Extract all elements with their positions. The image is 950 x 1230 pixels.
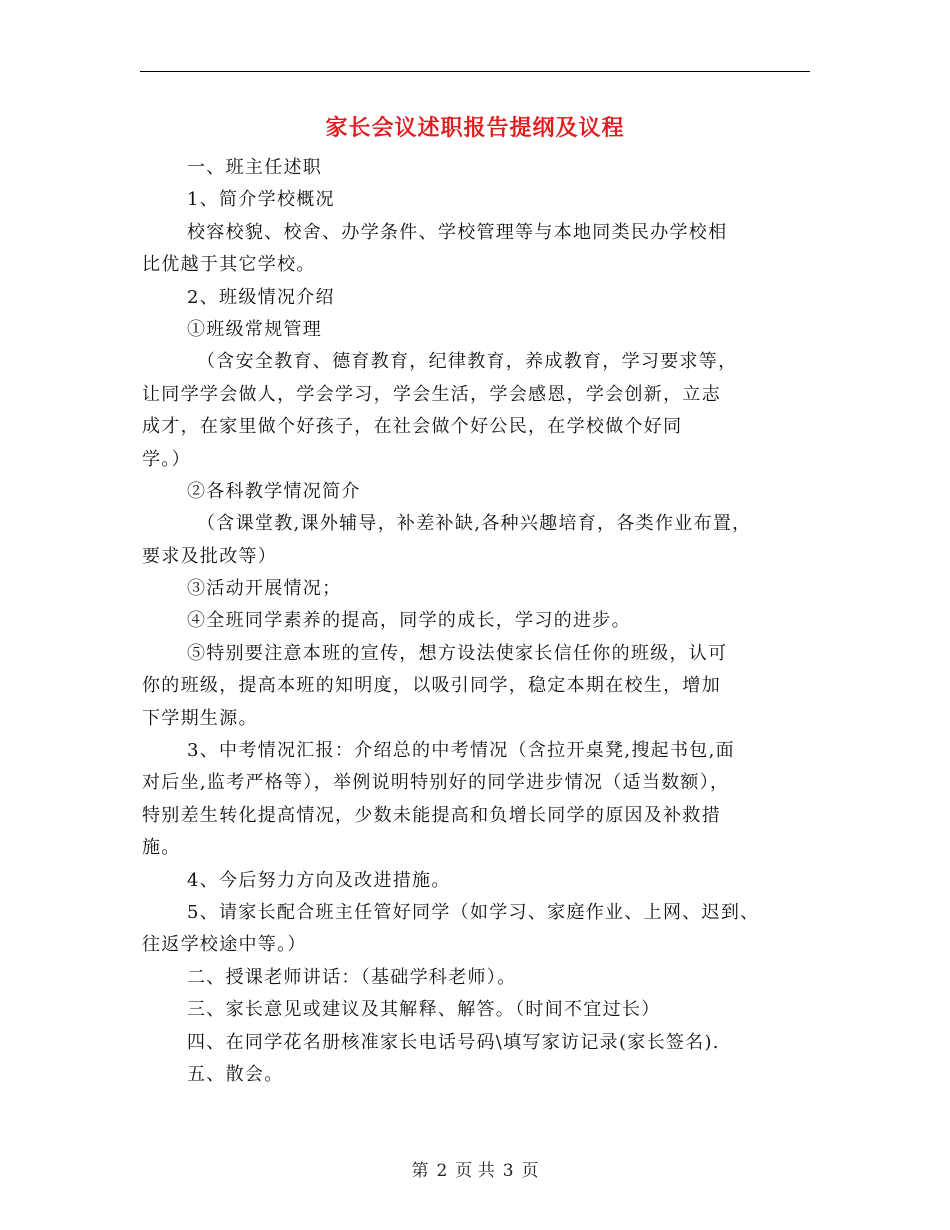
page-number: 2 (436, 1161, 448, 1181)
subsection-heading: 2、班级情况介绍 (187, 286, 335, 308)
paragraph-line: （含课堂教,课外辅导，补差补缺,各种兴趣培育，各类作业布置， (197, 513, 752, 535)
document-body (142, 152, 814, 1091)
section-heading: 三、家长意见或建议及其解释、解答。（时间不宜过长） (187, 999, 661, 1021)
subsection-heading: 3、中考情况汇报：介绍总的中考情况（含拉开桌凳,搜起书包,面 (187, 740, 735, 762)
paragraph-line: 让同学学会做人，学会学习，学会生活，学会感恩，学会创新，立志 (142, 383, 721, 405)
header-rule (140, 71, 810, 72)
paragraph-line: 校容校貌、校舍、办学条件、学校管理等与本地同类民办学校相 (187, 221, 728, 243)
list-item: ④全班同学素养的提高，同学的成长，学习的进步。 (187, 610, 631, 632)
paragraph-line: 成才，在家里做个好孩子，在社会做个好公民，在学校做个好同 (142, 416, 683, 438)
subsection-heading: 1、简介学校概况 (187, 189, 335, 211)
paragraph-line: 比优越于其它学校。 (142, 254, 316, 276)
footer-suffix: 页 (521, 1161, 539, 1181)
section-heading: 五、散会。 (187, 1063, 284, 1085)
subsection-heading: 4、今后努力方向及改进措施。 (187, 869, 451, 891)
footer-prefix: 第 (411, 1161, 429, 1181)
paragraph-line: （含安全教育、德育教育，纪律教育，养成教育，学习要求等， (197, 351, 738, 373)
list-item: ③活动开展情况； (187, 578, 342, 600)
paragraph-line: 你的班级，提高本班的知明度，以吸引同学，稳定本期在校生，增加 (142, 675, 721, 697)
section-heading: 二、授课老师讲话：（基础学科老师）。 (187, 966, 517, 988)
section-heading: 一、班主任述职 (187, 157, 323, 178)
section-heading: 四、在同学花名册核准家长电话号码\填写家访记录(家长签名). (187, 1031, 720, 1053)
paragraph-line: 下学期生源。 (142, 707, 258, 729)
page-footer (0, 1156, 950, 1181)
paragraph-line: 要求及批改等） (142, 545, 278, 567)
list-item: ①班级常规管理 (187, 318, 323, 340)
paragraph-line: 特别差生转化提高情况，少数未能提高和负增长同学的原因及补救措 (142, 804, 721, 826)
subsection-heading: 5、请家长配合班主任管好同学（如学习、家庭作业、上网、迟到、 (187, 901, 760, 923)
paragraph-line: 学。） (142, 448, 191, 470)
page-total: 3 (502, 1161, 514, 1181)
list-item: ⑤特别要注意本班的宣传，想方设法使家长信任你的班级，认可 (187, 642, 728, 664)
footer-middle: 页 共 (455, 1161, 495, 1181)
paragraph-line: 施。 (142, 837, 181, 859)
paragraph-line: 往返学校途中等。） (142, 934, 307, 956)
document-title: 家长会议述职报告提纲及议程 (325, 115, 625, 141)
list-item: ②各科教学情况简介 (187, 480, 361, 502)
paragraph-line: 对后坐,监考严格等），举例说明特别好的同学进步情况（适当数额）， (142, 772, 730, 794)
